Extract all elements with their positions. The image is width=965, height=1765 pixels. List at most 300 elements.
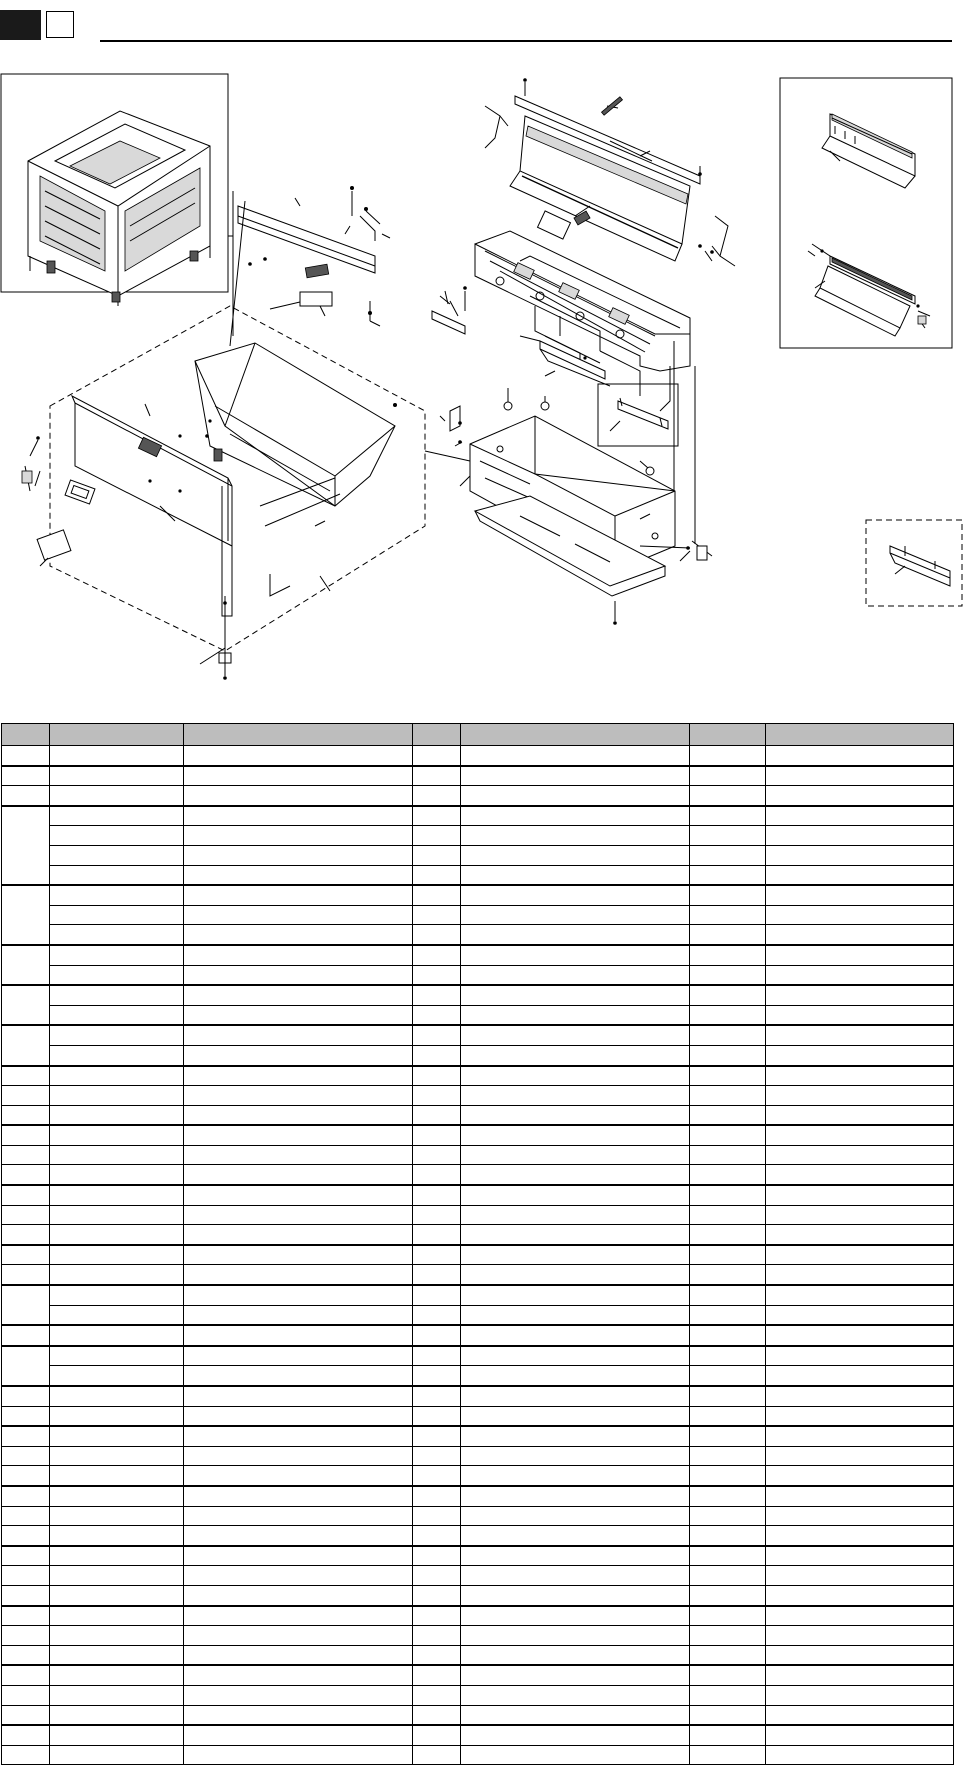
table-cell — [2, 1745, 50, 1765]
table-cell — [50, 885, 184, 905]
table-cell — [2, 1626, 50, 1646]
table-cell — [2, 1346, 50, 1386]
table-cell — [50, 1705, 184, 1725]
table-cell — [2, 1265, 50, 1285]
table-cell — [2, 806, 50, 885]
table-cell — [690, 826, 766, 846]
table-cell — [690, 1145, 766, 1165]
table-cell — [690, 1346, 766, 1366]
table-cell — [2, 1325, 50, 1346]
table-cell — [766, 1225, 954, 1245]
table-row — [2, 865, 954, 885]
table-row — [2, 1386, 954, 1406]
table-row — [2, 1466, 954, 1486]
table-row — [2, 1585, 954, 1605]
table-cell — [2, 1185, 50, 1205]
table-cell — [690, 1406, 766, 1426]
table-cell — [690, 1105, 766, 1125]
table-cell — [2, 1665, 50, 1685]
table-cell — [461, 1585, 690, 1605]
table-cell — [2, 985, 50, 1025]
table-cell — [184, 965, 413, 985]
table-cell — [50, 826, 184, 846]
table-cell — [690, 1005, 766, 1025]
table-cell — [2, 746, 50, 766]
table-cell — [413, 945, 461, 965]
table-cell — [50, 1165, 184, 1185]
table-cell — [413, 1225, 461, 1245]
table-cell — [50, 1145, 184, 1165]
table-cell — [461, 806, 690, 826]
table-cell — [461, 945, 690, 965]
table-cell — [766, 1585, 954, 1605]
table-cell — [413, 1626, 461, 1646]
table-cell — [184, 845, 413, 865]
table-cell — [461, 1205, 690, 1225]
table-cell — [413, 1406, 461, 1426]
table-cell — [50, 1506, 184, 1526]
table-cell — [690, 945, 766, 965]
table-cell — [690, 1546, 766, 1566]
table-cell — [766, 786, 954, 806]
table-cell — [184, 985, 413, 1005]
table-row — [2, 1245, 954, 1265]
table-cell — [766, 1685, 954, 1705]
table-cell — [2, 1066, 50, 1086]
table-row — [2, 1145, 954, 1165]
table-cell — [184, 1626, 413, 1646]
table-cell — [184, 1205, 413, 1225]
table-cell — [413, 1346, 461, 1366]
table-cell — [461, 1466, 690, 1486]
table-cell — [461, 1245, 690, 1265]
table-cell — [413, 1305, 461, 1325]
table-cell — [766, 1745, 954, 1765]
parts-table-body — [2, 746, 954, 1765]
table-cell — [2, 1225, 50, 1245]
table-cell — [766, 925, 954, 945]
col-header-7 — [766, 724, 954, 746]
table-cell — [413, 1025, 461, 1045]
table-cell — [690, 1025, 766, 1045]
table-cell — [2, 1145, 50, 1165]
table-cell — [461, 905, 690, 925]
table-row — [2, 1705, 954, 1725]
table-cell — [766, 1265, 954, 1285]
table-cell — [766, 1665, 954, 1685]
table-row — [2, 766, 954, 786]
table-cell — [690, 1645, 766, 1665]
table-cell — [413, 746, 461, 766]
table-cell — [184, 1486, 413, 1506]
table-cell — [413, 885, 461, 905]
table-cell — [50, 1366, 184, 1386]
table-cell — [50, 905, 184, 925]
table-cell — [184, 1066, 413, 1086]
table-cell — [2, 1025, 50, 1065]
table-cell — [690, 925, 766, 945]
table-row — [2, 965, 954, 985]
table-cell — [50, 1305, 184, 1325]
table-cell — [766, 1346, 954, 1366]
table-cell — [50, 1745, 184, 1765]
table-cell — [690, 985, 766, 1005]
table-cell — [413, 1705, 461, 1725]
table-cell — [413, 1205, 461, 1225]
table-cell — [690, 786, 766, 806]
table-cell — [690, 1045, 766, 1065]
table-cell — [461, 885, 690, 905]
parts-list-table — [1, 723, 954, 1765]
table-cell — [690, 965, 766, 985]
table-cell — [50, 1005, 184, 1025]
table-cell — [690, 1566, 766, 1586]
table-cell — [413, 1606, 461, 1626]
table-cell — [766, 1645, 954, 1665]
table-cell — [184, 1305, 413, 1325]
table-cell — [413, 1165, 461, 1185]
table-cell — [184, 1045, 413, 1065]
upper-guide-assembly — [485, 78, 735, 266]
table-row — [2, 1325, 954, 1346]
table-cell — [690, 1305, 766, 1325]
table-cell — [50, 1066, 184, 1086]
table-cell — [50, 1325, 184, 1346]
table-cell — [690, 1466, 766, 1486]
table-cell — [766, 1725, 954, 1745]
table-cell — [2, 885, 50, 945]
table-cell — [413, 1285, 461, 1305]
table-cell — [50, 845, 184, 865]
table-cell — [766, 1185, 954, 1205]
table-cell — [690, 1245, 766, 1265]
table-cell — [2, 1466, 50, 1486]
table-cell — [184, 1105, 413, 1125]
table-cell — [50, 1406, 184, 1426]
table-row — [2, 1566, 954, 1586]
table-cell — [690, 1745, 766, 1765]
table-cell — [766, 1066, 954, 1086]
table-cell — [461, 1426, 690, 1446]
col-header-3 — [184, 724, 413, 746]
table-cell — [461, 1025, 690, 1045]
table-cell — [690, 1225, 766, 1245]
table-row — [2, 905, 954, 925]
table-row — [2, 1265, 954, 1285]
table-row — [2, 845, 954, 865]
col-header-4 — [413, 724, 461, 746]
table-cell — [50, 1025, 184, 1045]
table-cell — [50, 1566, 184, 1586]
table-cell — [184, 945, 413, 965]
table-row — [2, 1205, 954, 1225]
table-cell — [413, 925, 461, 945]
table-cell — [413, 1005, 461, 1025]
table-cell — [413, 1066, 461, 1086]
table-cell — [766, 1366, 954, 1386]
table-cell — [766, 1506, 954, 1526]
table-cell — [461, 766, 690, 786]
table-cell — [690, 1506, 766, 1526]
table-cell — [690, 1325, 766, 1346]
table-cell — [50, 1466, 184, 1486]
table-cell — [413, 845, 461, 865]
table-cell — [184, 1506, 413, 1526]
table-cell — [461, 1406, 690, 1426]
table-cell — [766, 1526, 954, 1546]
hopper-group — [22, 306, 425, 680]
table-cell — [766, 1705, 954, 1725]
table-cell — [184, 1725, 413, 1745]
table-cell — [50, 965, 184, 985]
table-cell — [413, 786, 461, 806]
table-header-row — [2, 724, 954, 746]
table-cell — [766, 1045, 954, 1065]
table-cell — [690, 746, 766, 766]
table-cell — [461, 1745, 690, 1765]
table-cell — [413, 766, 461, 786]
table-cell — [50, 1205, 184, 1225]
table-cell — [690, 865, 766, 885]
table-cell — [50, 746, 184, 766]
table-cell — [461, 1446, 690, 1466]
table-row — [2, 1685, 954, 1705]
table-cell — [50, 1725, 184, 1745]
table-cell — [2, 1125, 50, 1145]
table-cell — [184, 1086, 413, 1106]
table-cell — [50, 1285, 184, 1305]
table-cell — [461, 1185, 690, 1205]
table-cell — [461, 985, 690, 1005]
table-cell — [413, 1685, 461, 1705]
table-cell — [50, 1585, 184, 1605]
table-cell — [690, 905, 766, 925]
table-cell — [184, 1025, 413, 1045]
table-cell — [50, 1446, 184, 1466]
table-cell — [2, 1086, 50, 1106]
table-cell — [766, 1025, 954, 1045]
table-cell — [184, 1426, 413, 1446]
table-cell — [50, 925, 184, 945]
table-cell — [413, 1446, 461, 1466]
table-cell — [184, 1346, 413, 1366]
table-cell — [766, 1245, 954, 1265]
table-cell — [413, 905, 461, 925]
table-cell — [461, 746, 690, 766]
table-cell — [184, 1165, 413, 1185]
col-header-6 — [690, 724, 766, 746]
table-cell — [2, 1105, 50, 1125]
table-cell — [184, 1606, 413, 1626]
table-cell — [690, 1205, 766, 1225]
table-cell — [50, 806, 184, 826]
table-cell — [50, 945, 184, 965]
table-cell — [461, 1265, 690, 1285]
table-cell — [461, 1546, 690, 1566]
table-row — [2, 1626, 954, 1646]
table-cell — [2, 1685, 50, 1705]
optional-bracket-box — [866, 520, 962, 606]
table-cell — [50, 1665, 184, 1685]
table-cell — [2, 786, 50, 806]
section-marker-block — [0, 10, 41, 40]
table-cell — [766, 1426, 954, 1446]
table-cell — [413, 1546, 461, 1566]
table-cell — [2, 1645, 50, 1665]
section-number-box — [46, 11, 74, 38]
table-row — [2, 1225, 954, 1245]
table-cell — [690, 1685, 766, 1705]
table-cell — [2, 1725, 50, 1745]
table-cell — [766, 746, 954, 766]
table-cell — [461, 1105, 690, 1125]
table-cell — [50, 1645, 184, 1665]
table-cell — [184, 1005, 413, 1025]
table-row — [2, 1725, 954, 1745]
table-cell — [2, 1386, 50, 1406]
table-cell — [690, 1165, 766, 1185]
table-cell — [413, 1585, 461, 1605]
table-cell — [461, 845, 690, 865]
table-cell — [766, 905, 954, 925]
header-rule — [100, 40, 952, 42]
table-cell — [184, 746, 413, 766]
table-cell — [50, 1265, 184, 1285]
table-cell — [50, 865, 184, 885]
table-cell — [184, 766, 413, 786]
table-cell — [766, 1105, 954, 1125]
table-cell — [184, 905, 413, 925]
table-cell — [413, 1105, 461, 1125]
table-cell — [184, 1406, 413, 1426]
table-cell — [413, 1645, 461, 1665]
table-row — [2, 885, 954, 905]
table-cell — [461, 1066, 690, 1086]
table-cell — [413, 1185, 461, 1205]
table-cell — [2, 1486, 50, 1506]
table-cell — [413, 1265, 461, 1285]
table-cell — [2, 1566, 50, 1586]
table-cell — [413, 1426, 461, 1446]
table-cell — [690, 1125, 766, 1145]
table-cell — [413, 1506, 461, 1526]
table-cell — [461, 965, 690, 985]
table-cell — [461, 1725, 690, 1745]
upper-rail-assembly — [238, 186, 390, 326]
table-cell — [461, 1305, 690, 1325]
exploded-parts-diagram — [0, 66, 965, 686]
table-cell — [50, 1225, 184, 1245]
table-cell — [413, 1526, 461, 1546]
table-row — [2, 1486, 954, 1506]
table-cell — [766, 945, 954, 965]
table-cell — [766, 1486, 954, 1506]
table-row — [2, 985, 954, 1005]
table-cell — [2, 1606, 50, 1626]
table-cell — [184, 925, 413, 945]
table-cell — [2, 1705, 50, 1725]
table-row — [2, 1546, 954, 1566]
table-row — [2, 1066, 954, 1086]
table-row — [2, 1506, 954, 1526]
table-row — [2, 1165, 954, 1185]
table-row — [2, 826, 954, 846]
table-cell — [184, 1145, 413, 1165]
table-cell — [50, 1606, 184, 1626]
table-cell — [690, 1626, 766, 1646]
table-cell — [184, 1645, 413, 1665]
table-cell — [50, 1426, 184, 1446]
table-cell — [766, 845, 954, 865]
table-cell — [766, 1285, 954, 1305]
table-cell — [184, 826, 413, 846]
table-cell — [690, 1366, 766, 1386]
table-cell — [184, 1546, 413, 1566]
table-cell — [184, 1566, 413, 1586]
table-cell — [413, 806, 461, 826]
table-cell — [690, 1285, 766, 1305]
table-row — [2, 746, 954, 766]
table-cell — [461, 865, 690, 885]
table-cell — [690, 1185, 766, 1205]
table-cell — [50, 1125, 184, 1145]
table-cell — [461, 1685, 690, 1705]
table-cell — [766, 985, 954, 1005]
table-cell — [50, 786, 184, 806]
table-row — [2, 1645, 954, 1665]
table-row — [2, 1125, 954, 1145]
table-cell — [766, 1566, 954, 1586]
table-cell — [690, 845, 766, 865]
table-cell — [690, 766, 766, 786]
table-cell — [690, 1705, 766, 1725]
table-row — [2, 1025, 954, 1045]
col-header-5 — [461, 724, 690, 746]
table-cell — [413, 865, 461, 885]
table-cell — [766, 806, 954, 826]
table-cell — [2, 1546, 50, 1566]
table-row — [2, 1426, 954, 1446]
table-row — [2, 1005, 954, 1025]
table-cell — [413, 1245, 461, 1265]
table-cell — [413, 1386, 461, 1406]
table-cell — [184, 1585, 413, 1605]
table-cell — [461, 1005, 690, 1025]
table-cell — [50, 1626, 184, 1646]
table-cell — [461, 1346, 690, 1366]
table-cell — [50, 1105, 184, 1125]
table-cell — [766, 1005, 954, 1025]
table-row — [2, 786, 954, 806]
table-cell — [690, 1066, 766, 1086]
table-cell — [2, 1585, 50, 1605]
table-cell — [461, 1606, 690, 1626]
table-cell — [461, 786, 690, 806]
table-cell — [50, 1045, 184, 1065]
table-cell — [184, 1466, 413, 1486]
table-cell — [461, 1386, 690, 1406]
table-cell — [2, 945, 50, 985]
table-cell — [766, 1205, 954, 1225]
table-cell — [413, 1725, 461, 1745]
table-cell — [184, 865, 413, 885]
table-row — [2, 1446, 954, 1466]
table-cell — [766, 1145, 954, 1165]
table-cell — [766, 1406, 954, 1426]
table-cell — [461, 1506, 690, 1526]
table-row — [2, 1045, 954, 1065]
table-cell — [50, 1546, 184, 1566]
